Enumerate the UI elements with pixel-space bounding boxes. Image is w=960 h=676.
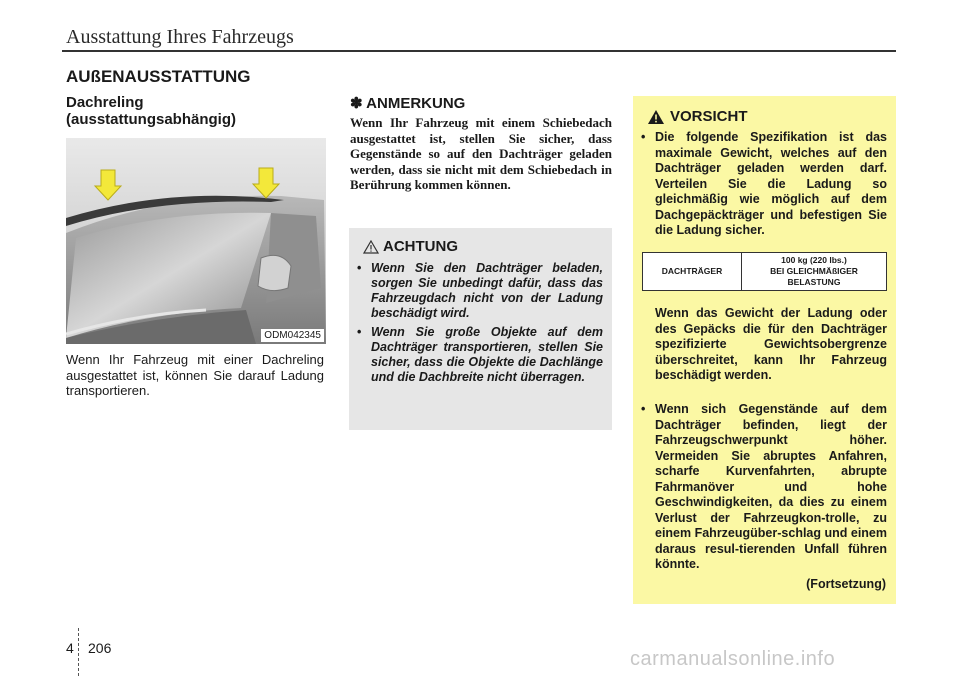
vorsicht-bullet-2 — [641, 402, 887, 573]
vorsicht-box — [633, 96, 896, 604]
achtung-title: ACHTUNG — [383, 238, 458, 255]
section-title: AUßENAUSSTATTUNG — [66, 67, 251, 86]
watermark: carmanualsonline.info — [630, 648, 836, 670]
bullet-dot: • — [641, 402, 646, 416]
vorsicht-bullet-2-text: Wenn sich Gegenstände auf dem Dachträger befinden, liegt der Fahrzeugschwerpunkt höher. Vermeiden Sie abruptes Anfahren, scharfe Kurvenfahrten, abrupte Fahrmanöver und hohe Geschwindigkeiten, da dies zu einem Verlust der Fahrzeugkon-trolle, zu einem Fahrzeugüber-schlag und einem daraus resul-tierenden Unfall führen könnte. — [655, 402, 887, 571]
continued-label: (Fortsetzung) — [806, 577, 886, 591]
achtung-list — [357, 261, 603, 389]
warning-triangle-icon — [363, 240, 379, 254]
vorsicht-bullet-1 — [641, 130, 887, 239]
achtung-item-1: • Wenn Sie den Dachträger beladen, sorgen Sie unbedingt dafür, dass das Fahrzeugdach nicht von der Ladung beschädigt wird. — [357, 261, 603, 321]
warning-triangle-icon — [647, 109, 665, 125]
roof-rail-description: Wenn Ihr Fahrzeug mit einer Dachreling ausgestattet ist, können Sie darauf Ladung transportieren. — [66, 352, 324, 398]
chapter-number: 4 — [66, 640, 74, 656]
roof-rail-photo — [66, 138, 326, 344]
bullet-dot: • — [641, 130, 646, 144]
heading-line-1: Dachreling — [66, 94, 144, 111]
spec-label: DACHTRÄGER — [643, 253, 742, 291]
note-body: Wenn Ihr Fahrzeug mit einem Schiebedach ausgestattet ist, stellen Sie sicher, dass Gegenstände so auf den Dachträger geladen werden, dass sie nicht mit dem Schiebedach in Berührung kommen können. — [350, 115, 612, 192]
spec-value-line-2: BEI GLEICHMÄßIGER — [770, 266, 858, 276]
heading-line-2: (ausstattungsabhängig) — [66, 111, 237, 128]
subsection-heading — [66, 94, 316, 128]
load-spec-table — [642, 252, 887, 291]
note-title: ✽ ANMERKUNG — [350, 95, 466, 112]
running-header: Ausstattung Ihres Fahrzeugs — [66, 26, 294, 48]
spec-value-line-3: BELASTUNG — [787, 277, 841, 287]
image-code: ODM042345 — [261, 329, 324, 342]
vorsicht-paragraph: Wenn das Gewicht der Ladung oder des Gepäcks die für den Dachträger spezifizierte Gewichtsobergrenze überschreitet, kann Ihr Fahrzeug beschädigt werden. — [655, 306, 887, 382]
spec-value — [742, 253, 887, 291]
achtung-item-2: • Wenn Sie große Objekte auf dem Dachträger transportieren, stellen Sie sicher, dass die Objekte die Dachlänge und die Dachbreite nicht überragen. — [357, 325, 603, 385]
side-mirror — [258, 255, 291, 290]
vorsicht-bullet-1-text: Die folgende Spezifikation ist das maximale Gewicht, welches auf den Dachträger geladen werden darf. Verteilen Sie die Ladung so gleichmäßig wie möglich auf dem Dachgepäckträger und befestigen Sie die Ladung sicher. — [655, 130, 887, 237]
vorsicht-title: VORSICHT — [670, 108, 748, 125]
page-divider — [78, 628, 79, 676]
page-number: 206 — [88, 640, 112, 656]
achtung-header — [363, 238, 458, 255]
car-roof-illustration — [66, 138, 326, 344]
achtung-box — [349, 228, 612, 430]
vorsicht-header — [647, 108, 748, 125]
spec-value-line-1: 100 kg (220 lbs.) — [781, 255, 847, 265]
header-rule — [62, 50, 896, 52]
